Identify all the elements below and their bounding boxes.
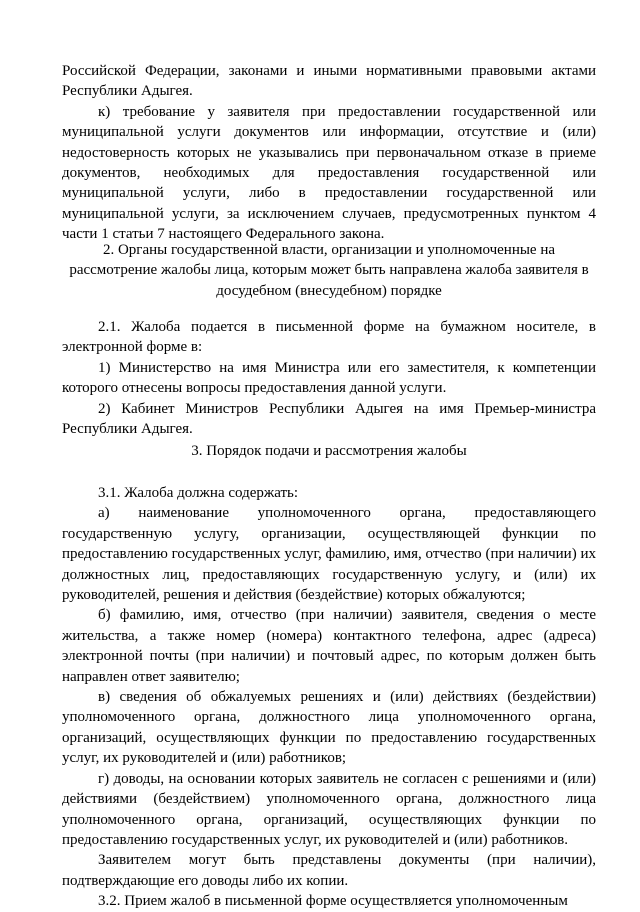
section-3-paragraphs bbox=[62, 483, 596, 912]
paragraph: б) фамилию, имя, отчество (при наличии) заявителя, сведения о месте жительства, а также номер (номера) контактного телефона, адрес (адреса) электронной почты (при наличии) и почтовый адрес, по которым должен быть направлен ответ заявителю; bbox=[62, 607, 596, 685]
paragraph: 3.2. Прием жалоб в письменной форме осуществляется уполномоченным bbox=[98, 893, 568, 910]
paragraph: 2) Кабинет Министров Республики Адыгея на имя Премьер-министра Республики Адыгея. bbox=[62, 400, 596, 438]
paragraph: 2.1. Жалоба подается в письменной форме на бумажном носителе, в электронной форме в: bbox=[62, 319, 596, 356]
paragraph: к) требование у заявителя при предоставлении государственной или муниципальной услуги документов или информации, отсутствие и (или) недостоверность которых не указывались при первоначальном отказе в приеме документов, необходимых для предоставления государственной или муниципальной услуги, либо в предоставлении государственной или муниципальной услуги, за исключением случаев, предусмотренных пунктом 4 части 1 статьи 7 настоящего Федерального закона. bbox=[62, 103, 596, 243]
paragraph: 3.1. Жалоба должна содержать: bbox=[98, 485, 299, 501]
heading-line: рассмотрение жалобы лица, которым может быть направлена жалоба заявителя в bbox=[69, 262, 589, 279]
top-paragraphs bbox=[62, 61, 596, 245]
heading-line: досудебном (внесудебном) порядке bbox=[216, 282, 442, 299]
heading-line: 2. Органы государственной власти, организации и уполномоченные на bbox=[102, 242, 556, 258]
section-2-paragraphs bbox=[62, 317, 596, 439]
paragraph: а) наименование уполномоченного органа, предоставляющего государственную услугу, организации, осуществляющей функции по предоставлению государственных услуг, фамилию, имя, отчество (при наличии) их должностных лиц, предоставляющих государственную услугу, и (или) их руководителей, решения и действия (бездействие) которых обжалуются; bbox=[62, 505, 596, 604]
paragraph: Российской Федерации, законами и иными нормативными правовыми актами Республики Адыгея. bbox=[62, 63, 596, 100]
heading-line: 3. Порядок подачи и рассмотрения жалобы bbox=[191, 443, 467, 459]
paragraph: Заявителем могут быть представлены документы (при наличии), подтверждающие его доводы либо их копии. bbox=[62, 852, 596, 889]
paragraph: в) сведения об обжалуемых решениях и (или) действиях (бездействии) уполномоченного органа, должностного лица уполномоченного органа, организаций, осуществляющих функции по предоставлению государственных услуг, их руководителей и (или) работников; bbox=[62, 689, 596, 767]
paragraph: г) доводы, на основании которых заявитель не согласен с решениями и (или) действиями (бездействием) уполномоченного органа, должностного лица уполномоченного органа, организаций, осуществляющих функции по предоставлению государственных услуг, их руководителей и (или) работников. bbox=[62, 770, 596, 848]
section-2-heading bbox=[62, 240, 596, 301]
paragraph: 1) Министерство на имя Министра или его заместителя, к компетенции которого отнесены вопросы предоставления данной услуги. bbox=[62, 359, 596, 397]
section-3-heading bbox=[62, 441, 596, 461]
